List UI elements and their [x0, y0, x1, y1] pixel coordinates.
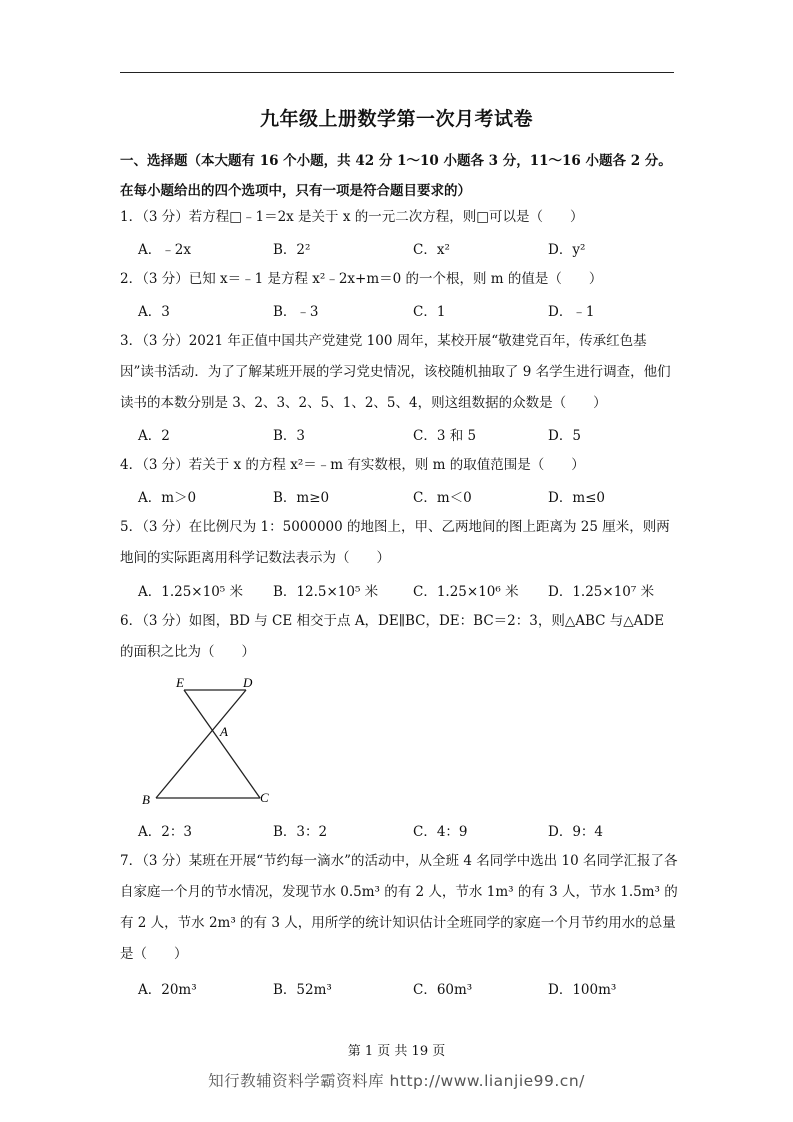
option-b: B．52m³	[273, 982, 332, 998]
options-row	[138, 486, 678, 510]
option-a: A．3	[138, 304, 170, 320]
option-b: B．12.5×10⁵ 米	[273, 584, 379, 600]
options-row	[138, 424, 678, 448]
option-d: D．1.25×10⁷ 米	[548, 584, 655, 600]
option-a: A．20m³	[138, 982, 197, 998]
option-c: C．4：9	[413, 824, 468, 840]
segment-db	[156, 690, 246, 798]
option-a: A．1.25×10⁵ 米	[138, 584, 244, 600]
segment-ec	[184, 690, 260, 798]
label-a: A	[220, 724, 228, 739]
question-stem: 7．（3 分）某班在开展“节约每一滴水”的活动中，从全班 4 名同学中选出 10 名同学汇报了各自家庭一个月的节水情况，发现节水 0.5m³ 的有 2 人，节水 1m³ 的有 3 人，节水 1.5m³ 的有 2 人，节水 2m³ 的有 3 人，用所学的统计知识估计全班同学的家庭一个月节约用水的总量是（ ）	[120, 853, 678, 962]
label-b: B	[142, 792, 150, 807]
header-rule	[120, 72, 674, 73]
question-stem: 4．（3 分）若关于 x 的方程 x²＝﹣m 有实数根，则 m 的取值范围是（ ）	[120, 457, 585, 473]
option-a: A．2：3	[138, 824, 192, 840]
option-d: D．9：4	[548, 824, 604, 840]
option-c: C．1	[413, 304, 446, 320]
option-b: B．2²	[273, 242, 311, 258]
geometry-figure	[136, 672, 286, 812]
section-heading: 一、选择题（本大题有 16 个小题，共 42 分 1～10 小题各 3 分，11～16 小题各 2 分。在每小题给出的四个选项中，只有一项是符合题目要求的）	[120, 153, 672, 199]
options-row	[138, 978, 678, 1002]
option-d: D．5	[548, 428, 581, 444]
option-d: D．﹣1	[548, 304, 595, 320]
question-stem: 5．（3 分）在比例尺为 1：5000000 的地图上，甲、乙两地间的图上距离为 25 厘米，则两地间的实际距离用科学记数法表示为（ ）	[120, 519, 670, 566]
option-b: B．3：2	[273, 824, 328, 840]
label-c: C	[260, 790, 269, 805]
watermark-link[interactable]: 知行教辅资料学霸资料库 http://www.lianjie99.cn/	[208, 1072, 585, 1090]
option-d: D．100m³	[548, 982, 617, 998]
question-4	[120, 450, 680, 481]
options-row	[138, 820, 678, 844]
option-b: B．﹣3	[273, 304, 319, 320]
option-d: D．m≤0	[548, 490, 606, 506]
question-6	[120, 606, 680, 668]
option-a: A．﹣2x	[138, 242, 191, 258]
option-c: C．x²	[413, 242, 450, 258]
question-stem: 6．（3 分）如图，BD 与 CE 相交于点 A，DE∥BC，DE：BC＝2：3，则△ABC 与△ADE 的面积之比为（ ）	[120, 613, 665, 660]
option-c: C．3 和 5	[413, 428, 477, 444]
question-1	[120, 202, 680, 233]
question-7	[120, 846, 680, 970]
option-d: D．y²	[548, 242, 586, 258]
option-a: A．2	[138, 428, 170, 444]
label-e: E	[176, 675, 184, 690]
options-row	[138, 238, 678, 262]
label-d: D	[243, 675, 253, 690]
options-row	[138, 300, 678, 324]
question-stem: 1．（3 分）若方程□﹣1＝2x 是关于 x 的一元二次方程，则□可以是（ ）	[120, 209, 584, 225]
option-b: B．m≥0	[273, 490, 330, 506]
triangle-diagram	[136, 672, 286, 812]
question-3	[120, 326, 680, 419]
option-c: C．1.25×10⁶ 米	[413, 584, 519, 600]
page-title: 九年级上册数学第一次月考试卷	[259, 108, 533, 130]
options-row	[138, 580, 678, 604]
question-2	[120, 264, 680, 295]
question-5	[120, 512, 680, 574]
option-a: A．m＞0	[138, 490, 197, 506]
option-c: C．m＜0	[413, 490, 472, 506]
question-stem: 2．（3 分）已知 x＝﹣1 是方程 x²﹣2x+m＝0 的一个根，则 m 的值是（ ）	[120, 271, 603, 287]
option-c: C．60m³	[413, 982, 473, 998]
option-b: B．3	[273, 428, 306, 444]
page-number: 第 1 页 共 19 页	[347, 1044, 446, 1059]
question-stem: 3．（3 分）2021 年正值中国共产党建党 100 周年，某校开展“敬建党百年，传承红色基因”读书活动．为了了解某班开展的学习党史情况，该校随机抽取了 9 名学生进行调查，他们读书的本数分别是 3、2、3、2、5、1、2、5、4，则这组数据的众数是（ ）	[120, 333, 671, 411]
